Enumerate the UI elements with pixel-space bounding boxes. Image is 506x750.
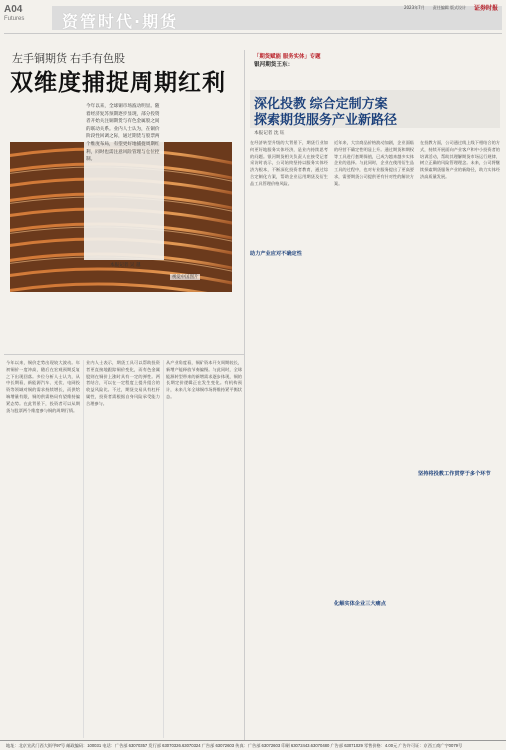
right-article-column-2: 近年来，大宗商品价格波动加剧，企业面临的经营不确定性明显上升。通过期货和期权等工具进行套期保值，已成为越来越多实体企业的选择。与此同时，企业在使用衍生品工具的过程中，也对专业服务提出了更高要求，需要期货公司提供更有针对性的解决方案。 — [334, 140, 414, 186]
paper-logo: 证券时报 — [473, 5, 498, 12]
interview-title-line-1: 深化投教 综合定制方案 — [254, 96, 388, 111]
page-footer: 地址：北京宣武门西大街甲97号 邮政编码：100031 电话：广告部 63070357 发行部 63070326.63070324 广告部 63072603 传真：广告部 63072603 印刷 63072443.63070480 广告部 63071029 零售价格：4.00元 广告许可证：京西工商广字0079号 — [0, 740, 506, 750]
interview-pretitle: 银河期货王东： — [254, 62, 294, 68]
article-byline: 本报记者 吴 越 — [110, 263, 141, 268]
interview-title-line-2: 探索期货服务产业新路径 — [254, 112, 398, 127]
article-lead: 今年以来，全球铜市场波动明显。随着经济复苏预期逐步显现，部分投资者开始关注铜期货与有色金属股之间的联动关系。业内人士认为，在铜价阶段性回调之际，通过期货与股票两个维度布局，有望更好地捕捉周期红利，同时也需注意风险管理与仓位控制。 — [84, 100, 164, 260]
top-meta — [404, 3, 498, 12]
interview-author: 本报记者 沈 钰 — [254, 131, 285, 136]
article-headline: 双维度捕捉周期红利 — [10, 69, 226, 95]
right-article-column-3: 在投教方面，公司通过线上线下相结合的方式，持续开展面向产业客户和中小投资者的培训活动，帮助其理解期货市场运行规律、树立正确的风险管理理念。未来，公司将继续探索期货服务产业的新路径，助力实体经济高质量发展。 — [420, 140, 500, 179]
meta-date: 2023年7月 — [403, 4, 425, 10]
column-kicker: 「期货赋能 服务实体」专题 — [254, 54, 321, 60]
column-rule — [163, 360, 164, 738]
header-divider — [4, 33, 502, 34]
meta-editor: 责任编辑 版式设计 — [432, 4, 466, 10]
photo-caption: 视觉中国图片 — [172, 275, 199, 280]
right-subhead-2: 坚持将投教工作贯穿于多个环节 — [418, 471, 491, 477]
right-subhead-3: 化解实体企业三大痛点 — [334, 601, 386, 607]
section-divider — [4, 354, 244, 355]
page-column-rule — [244, 50, 245, 740]
left-article-column-2: 业内人士表示，期货工具可以帮助投资者更直接地跟踪铜价变化，而有色金属股则在铜价上涨时具有一定的弹性。两者结合，可以在一定程度上提升组合的收益风险比。不过，期货交易具有杠杆属性，投资者需根据自身风险承受能力合理参与。 — [86, 360, 160, 406]
section-banner-title: 资管时代·期货 — [62, 12, 179, 31]
section-english-label: Futures — [4, 16, 25, 22]
article-subtitle: 左手铜期货 右手有色股 — [12, 53, 126, 65]
right-subhead-1: 助力产业应对不确定性 — [250, 251, 302, 257]
column-rule — [83, 360, 84, 738]
left-article-column-1: 今年以来，铜价走势出现较大波动。年初铜价一度冲高，随后在宏观预期反复之下出现回落。多位分析人士认为，从中长期看，新能源汽车、光伏、电网投资等领域对铜的需求持续增长，而供给端增量有限，铜的供需格局有望维持偏紧态势。在此背景下，投资者可以从期货与股票两个维度参与铜的周期行情。 — [6, 360, 80, 413]
left-article-column-3: 从产业角度看，铜矿资本开支周期较长，新增产能释放节奏偏慢。与此同时，全球能源转型带来的新增需求逐步体现，铜的长期定价逻辑正在发生变化。有机构预计，未来几年全球铜市场将维持紧平衡状态。 — [166, 360, 242, 399]
right-article-column-1: 在经济转型升级的大背景下，期货行业如何更好地服务实体经济，是业内持续思考的问题。银河期货相关负责人在接受记者采访时表示，公司始终坚持以服务实体经济为根本，不断深化投资者教育，通过综合定制化方案，帮助企业运用期货及衍生品工具管理价格风险。 — [250, 140, 328, 186]
section-code: A04 — [4, 4, 23, 15]
